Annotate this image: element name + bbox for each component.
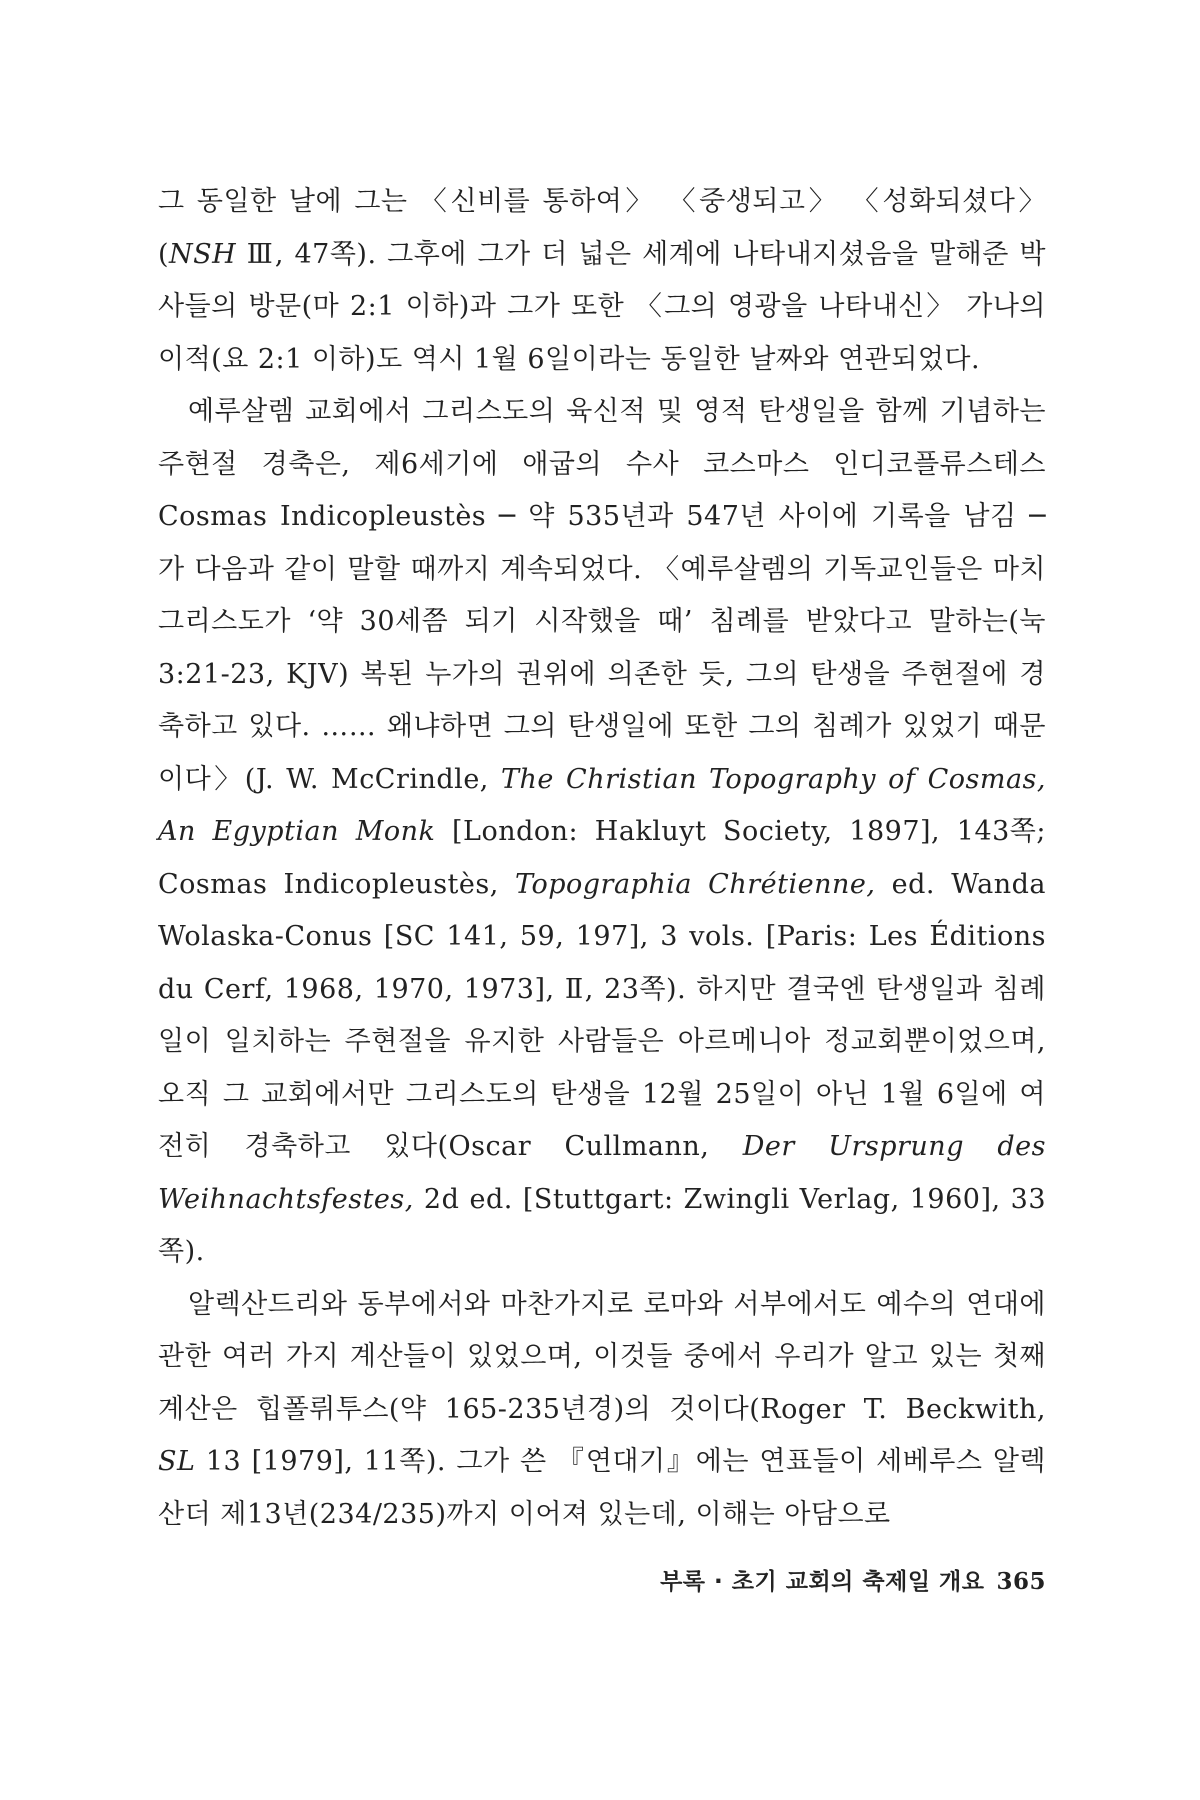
text-run: [London: Hakluyt Society, 1897], 143쪽; Cosmas Indicopleustès, xyxy=(158,816,1046,900)
text-run: 13 [1979], 11쪽). 그가 쓴 『연대기』에는 연표들이 세베루스 알렉산더 제13년(234/235)까지 이어져 있는데, 이해는 아담으로 xyxy=(158,1446,1046,1530)
paragraph-3 xyxy=(158,1279,1046,1542)
paragraph-2 xyxy=(158,386,1046,1279)
paragraph-1 xyxy=(158,176,1046,386)
page-footer xyxy=(600,1563,1046,1596)
text-run: 2d ed. [Stuttgart: Zwingli Verlag, 1960], 33쪽). xyxy=(158,1183,1046,1267)
page-number: 365 xyxy=(996,1568,1046,1595)
italic-abbreviation: SL xyxy=(158,1446,196,1477)
body-text xyxy=(158,176,1046,1541)
running-head: 부록 · 초기 교회의 축제일 개요 xyxy=(660,1569,985,1595)
text-run: 그 동일한 날에 그는 〈신비를 통하여〉 〈중생되고〉 〈성화되셨다〉 ( xyxy=(158,186,1046,270)
italic-book-title: The Christian Topography of Cosmas, An Egyptian Monk xyxy=(158,763,1046,847)
italic-book-title: Der Ursprung des Weihnachtsfestes, xyxy=(158,1131,1046,1215)
italic-book-title: Topographia Chrétienne, xyxy=(515,868,876,900)
text-run: 알렉산드리와 동부에서와 마찬가지로 로마와 서부에서도 예수의 연대에 관한 여러 가지 계산들이 있었으며, 이것들 중에서 우리가 알고 있는 첫째 계산은 힙폴뤼투스(약 165-235년경)의 것이다(Roger T. Beckwith, xyxy=(158,1288,1046,1425)
text-run: Ⅲ, 47쪽). 그후에 그가 더 넓은 세계에 나타내지셨음을 말해준 박사들의 방문(마 2:1 이하)과 그가 또한 〈그의 영광을 나타내신〉 가나의 이적(요 2:1 이하)도 역시 1월 6일이라는 동일한 날짜와 연관되었다. xyxy=(158,238,1046,375)
text-run: 예루살렘 교회에서 그리스도의 육신적 및 영적 탄생일을 함께 기념하는 주현절 경축은, 제6세기에 애굽의 수사 코스마스 인디코플류스테스 Cosmas Indicopleustès ─ 약 535년과 547년 사이에 기록을 남김 ─ 가 다음과 같이 말할 때까지 계속되었다. 〈예루살렘의 기독교인들은 마치 그리스도가 ‘약 30세쯤 되기 시작했을 때’ 침례를 받았다고 말하는(눅 3:21-23, KJV) 복된 누가의 권위에 의존한 듯, 그의 탄생을 주현절에 경축하고 있다. …… 왜냐하면 그의 탄생일에 또한 그의 침례가 있었기 때문이다〉(J. W. McCrindle, xyxy=(158,396,1046,795)
italic-abbreviation: NSH xyxy=(169,238,237,270)
text-run: ed. Wanda Wolaska-Conus [SC 141, 59, 197], 3 vols. [Paris: Les Éditions du Cerf, 1968, 1970, 1973], Ⅱ, 23쪽). 하지만 결국엔 탄생일과 침례일이 일치하는 주현절을 유지한 사람들은 아르메니아 정교회뿐이었으며, 오직 그 교회에서만 그리스도의 탄생을 12월 25일이 아닌 1월 6일에 여전히 경축하고 있다(Oscar Cullmann, xyxy=(158,868,1046,1162)
